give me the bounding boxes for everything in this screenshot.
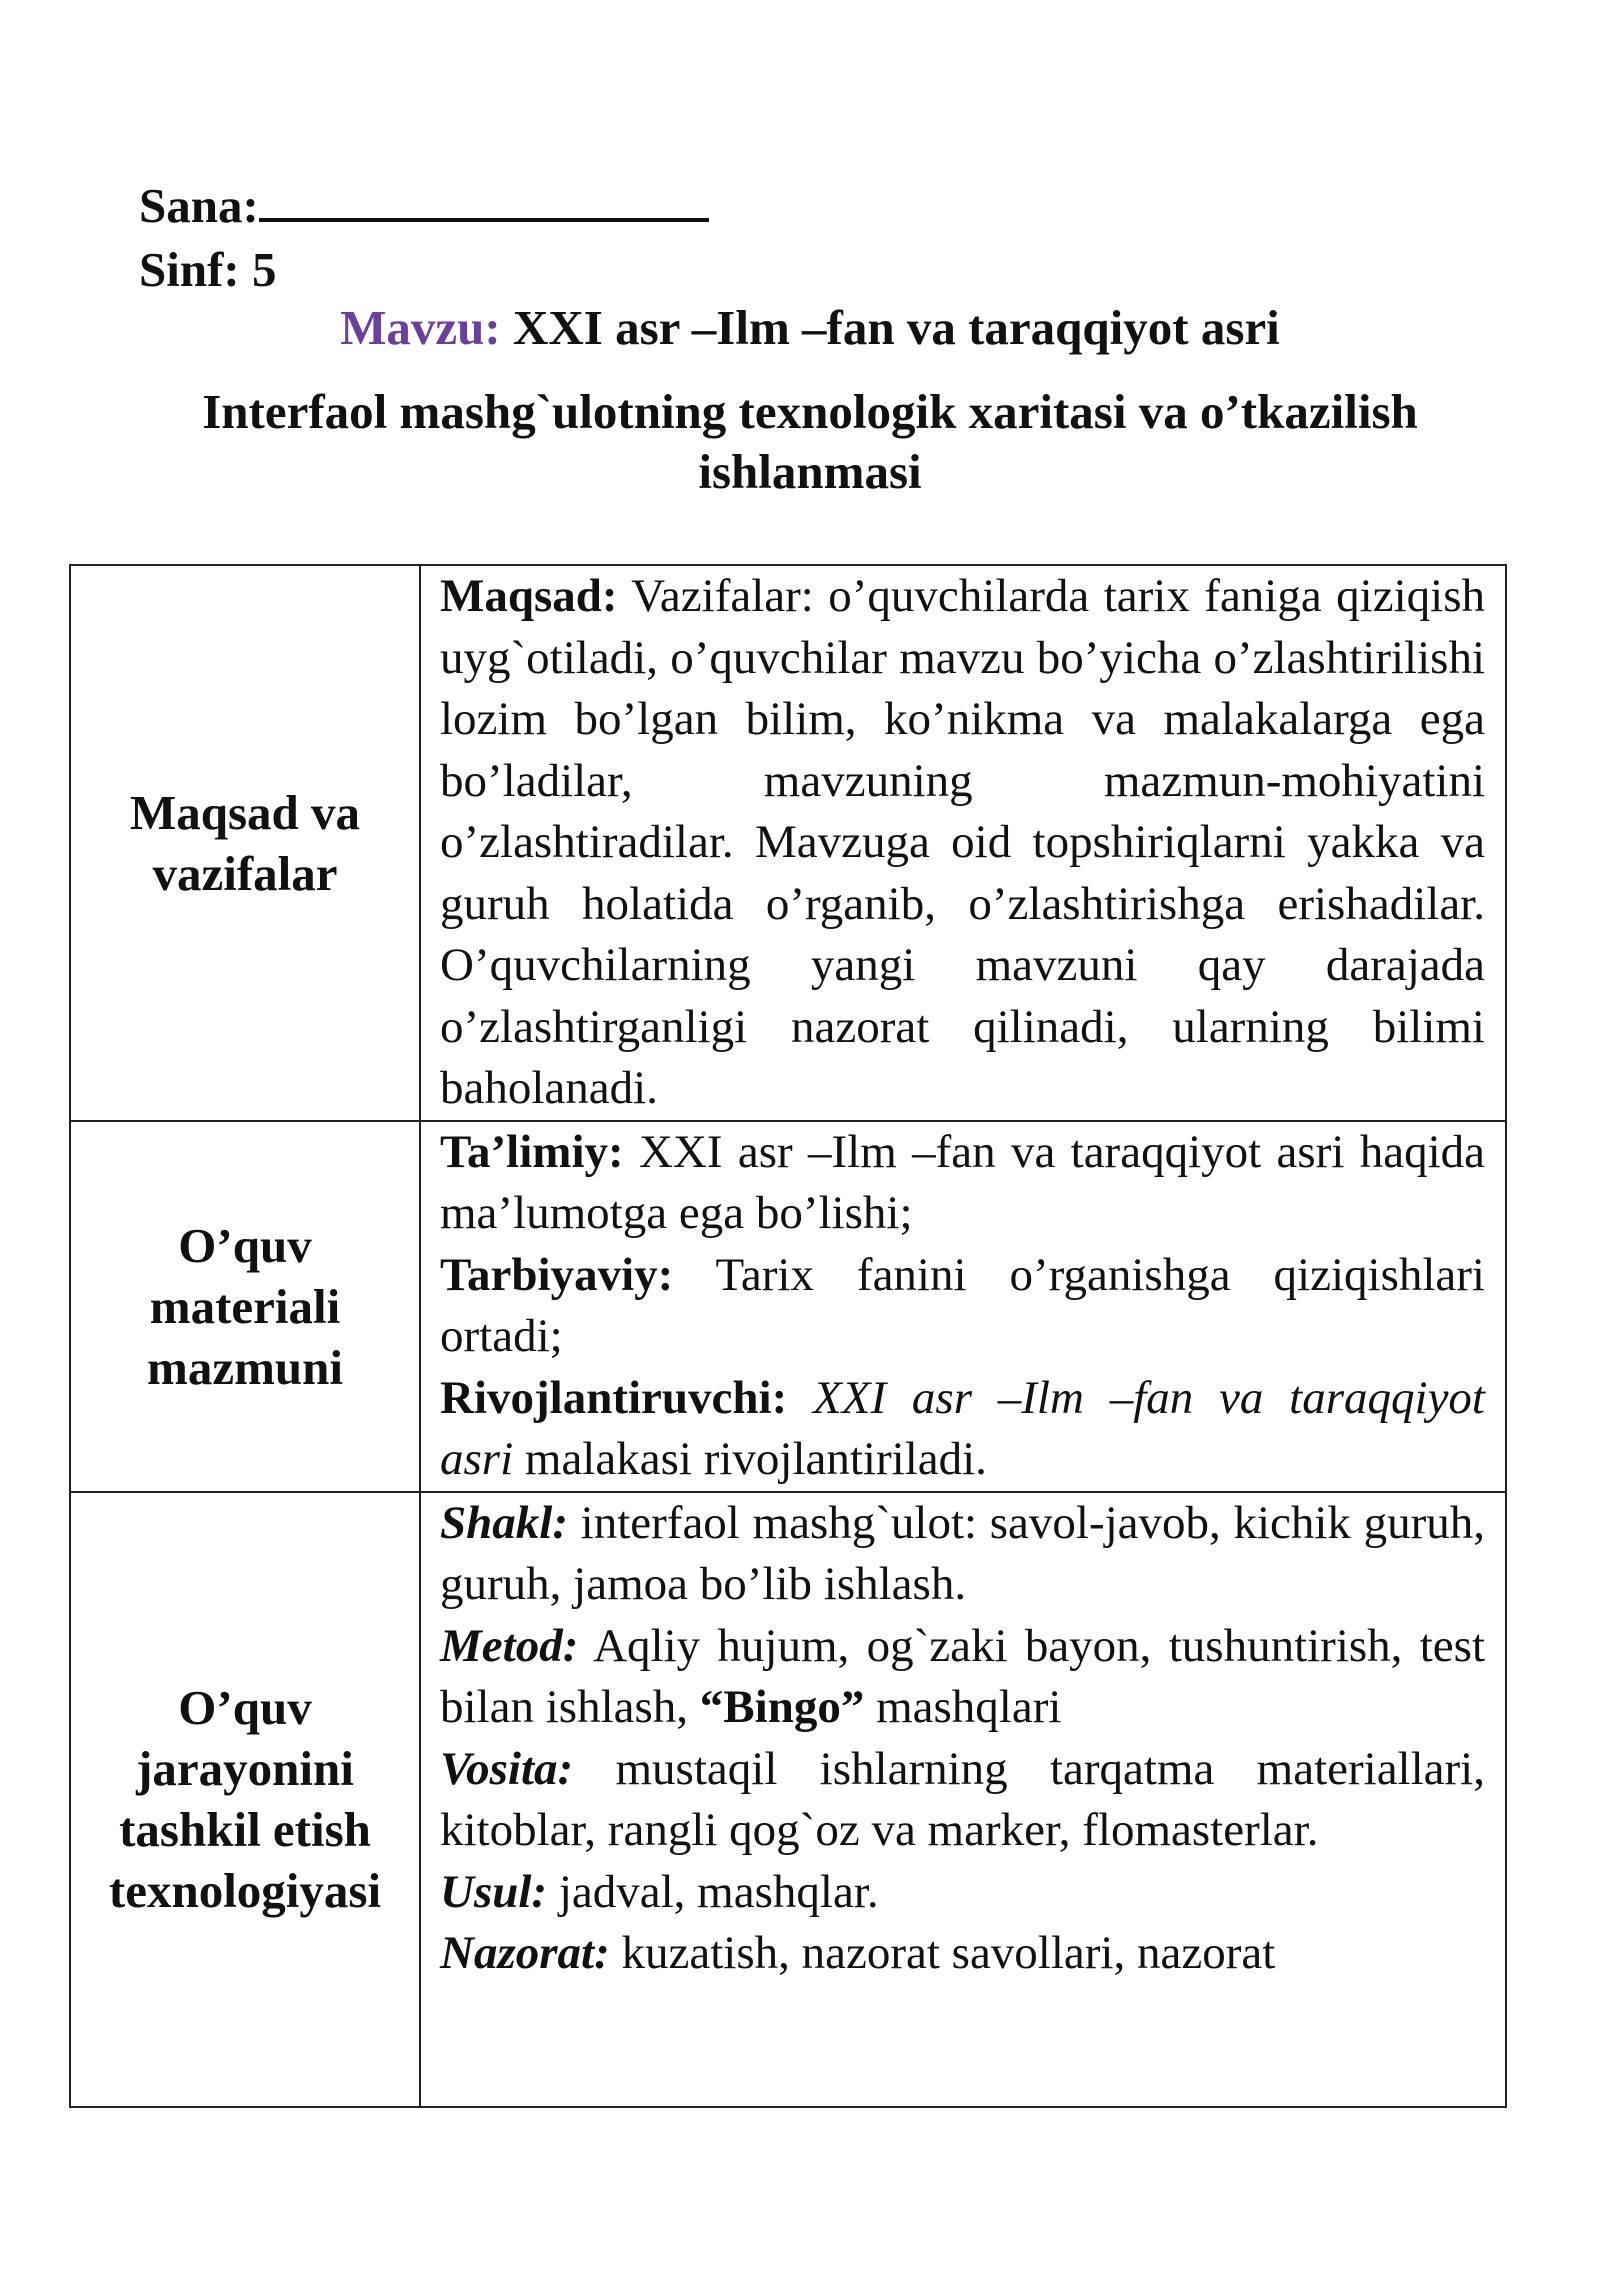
topic-text: XXI asr –Ilm –fan va taraqqiyot asri: [513, 300, 1280, 355]
date-label: Sana:: [139, 178, 259, 233]
content-paragraph: [440, 1862, 1485, 1924]
content-paragraph: [440, 1616, 1485, 1739]
paragraph-text: kuzatish, nazorat savollari, nazorat: [609, 1927, 1276, 1979]
paragraph-label: Rivojlantiruvchi:: [440, 1371, 788, 1424]
row-header: O’quv materiali mazmuni: [70, 1121, 420, 1492]
content-paragraph: [440, 1368, 1485, 1491]
paragraph-label: Metod:: [440, 1619, 579, 1672]
row-content: [420, 565, 1506, 1121]
date-blank-line: [259, 172, 709, 222]
paragraph-text: jadval, mashqlar.: [547, 1865, 879, 1918]
paragraph-text: Tarix fanini o’rganishga qiziqishlari ortadi;: [440, 1248, 1485, 1362]
content-paragraph: [440, 566, 1485, 1120]
paragraph-label: Shakl:: [440, 1496, 568, 1549]
content-paragraph: [440, 1245, 1485, 1368]
paragraph-text: Vazifalar: o’quvchilarda tarix faniga qiziqish uyg`otiladi, o’quvchilar mavzu bo’yicha o’zlashtirilishi lozim bo’lgan bilim, ko’nikma va malakalarga ega bo’ladilar, mavzuning mazmun-mohiyatini o’zlashtiradilar. Mavzuga oid topshiriqlarni yakka va guruh holatida o’rganib, o’zlashtirishga erishadilar. O’quvchilarning yangi mavzuni qay darajada o’zlashtirganligi nazorat qilinadi, ularning bilimi baholanadi.: [440, 570, 1485, 1114]
class-value: 5: [252, 242, 277, 297]
class-label: Sinf:: [139, 242, 240, 297]
paragraph-bold-text: “Bingo”: [688, 1681, 865, 1733]
paragraph-label: Vosita:: [440, 1742, 574, 1795]
row-content: [420, 1492, 1506, 2107]
row-content: [420, 1121, 1506, 1492]
topic-line: [0, 296, 1600, 360]
paragraph-text: mustaqil ishlarning tarqatma materiallari, kitoblar, rangli qog`oz va marker, flomasterlar.: [440, 1742, 1485, 1856]
paragraph-label: Tarbiyaviy:: [440, 1248, 674, 1301]
table-row: [70, 565, 1506, 1121]
class-line: [139, 238, 709, 302]
paragraph-text: malakasi rivojlantiriladi.: [513, 1433, 987, 1485]
paragraph-label: Ta’limiy:: [440, 1125, 624, 1178]
content-paragraph: [440, 1739, 1485, 1862]
topic-label: Mavzu:: [340, 300, 501, 355]
document-header: [139, 172, 709, 302]
lesson-plan-table: [69, 564, 1507, 2108]
paragraph-label: Usul:: [440, 1865, 548, 1918]
table-row: [70, 1492, 1506, 2107]
date-line: [139, 172, 709, 238]
content-paragraph: [440, 1122, 1485, 1245]
content-paragraph: [440, 1923, 1485, 1985]
paragraph-text-after: mashqlari: [864, 1681, 1062, 1733]
row-header: Maqsad va vazifalar: [70, 565, 420, 1121]
paragraph-text: interfaol mashg`ulot: savol-javob, kichik guruh, guruh, jamoa bo’lib ishlash.: [440, 1496, 1485, 1610]
document-subtitle: Interfaol mashg`ulotning texnologik xaritasi va o’tkazilish ishlanmasi: [202, 384, 1418, 499]
paragraph-text: Aqliy hujum, og`zaki bayon, tushuntirish, test bilan ishlash,: [440, 1619, 1485, 1733]
paragraph-text: XXI asr –Ilm –fan va taraqqiyot asri haqida ma’lumotga ega bo’lishi;: [440, 1125, 1485, 1239]
table-row: [70, 1121, 1506, 1492]
content-paragraph: [440, 1493, 1485, 1616]
row-header: O’quv jarayonini tashkil etish texnologiyasi: [70, 1492, 420, 2107]
paragraph-italic-text: XXI asr –Ilm –fan va taraqqiyot asri: [440, 1371, 1485, 1485]
paragraph-label: Maqsad:: [440, 570, 618, 622]
paragraph-label: Nazorat:: [440, 1927, 610, 1979]
